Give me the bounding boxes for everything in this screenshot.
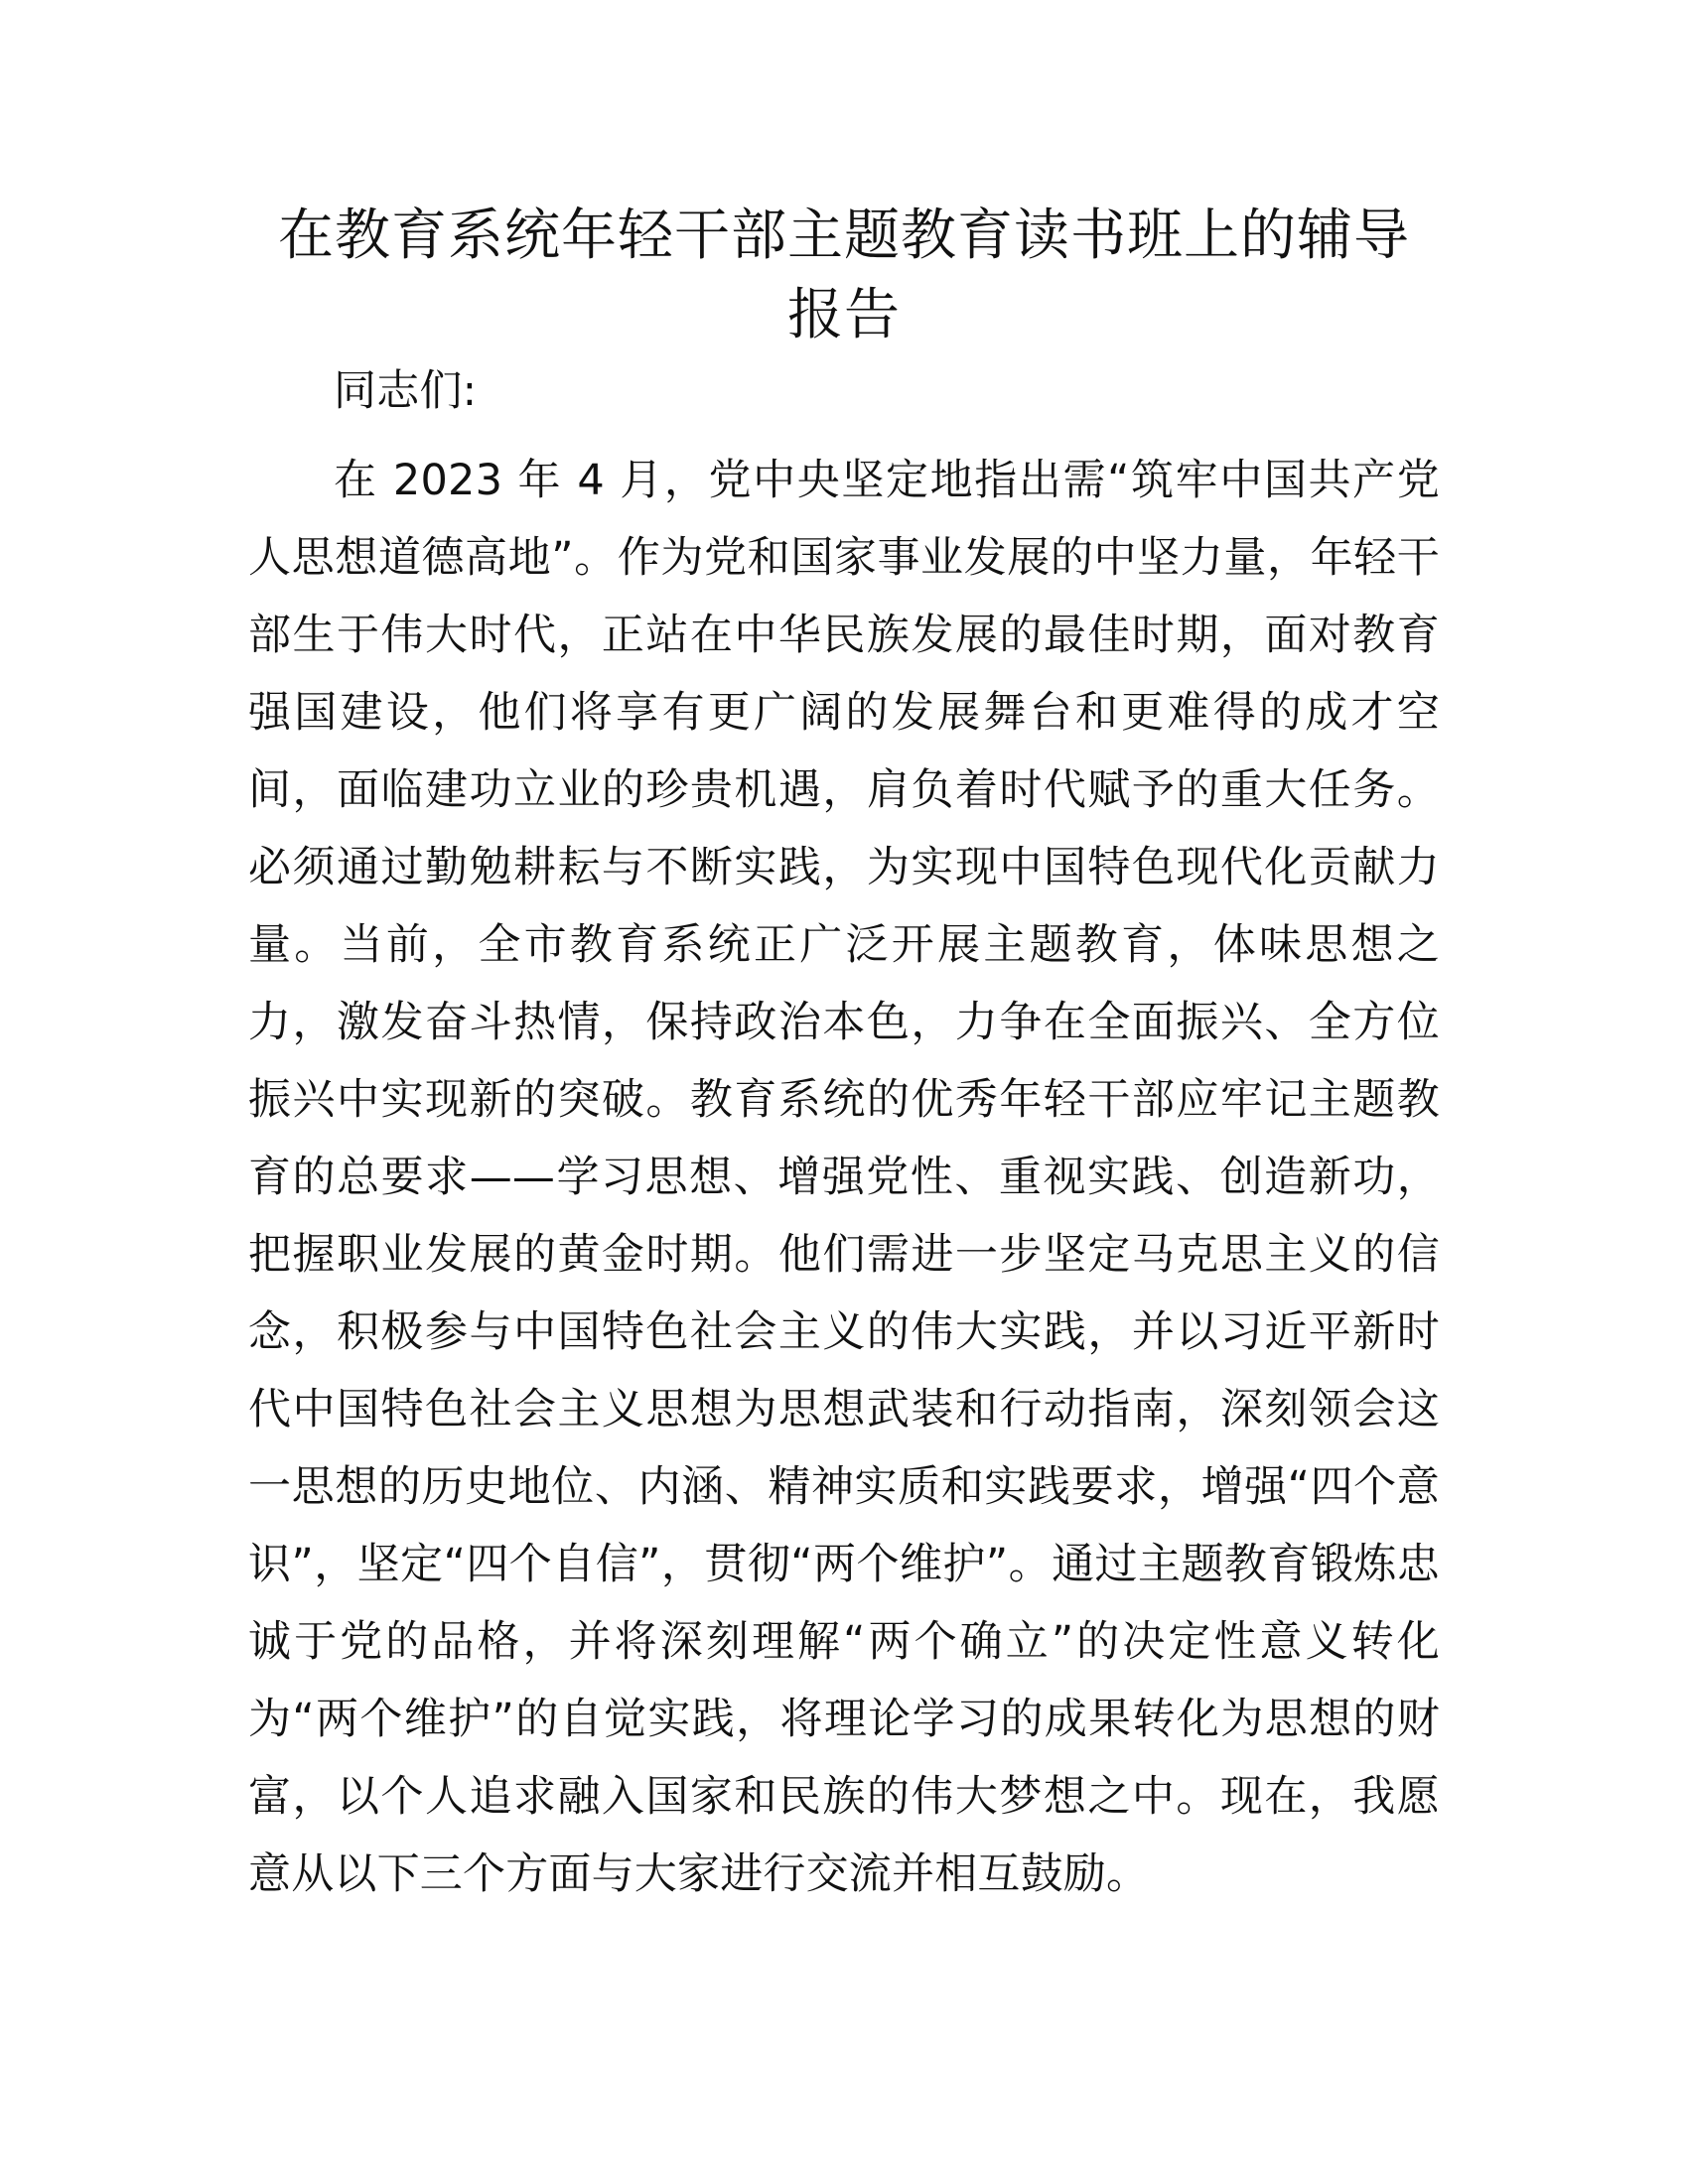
document-title	[238, 197, 1450, 355]
body-paragraph: 在 2023 年 4 月，党中央坚定地指出需“筑牢中国共产党人思想道德高地”。作为党和国家事业发展的中坚力量，年轻干部生于伟大时代，正站在中华民族发展的最佳时期，面对教育强国建设，他们将享有更广阔的发展舞台和更难得的成才空间，面临建功立业的珍贵机遇，肩负着时代赋予的重大任务。必须通过勤勉耕耘与不断实践，为实现中国特色现代化贡献力量。当前，全市教育系统正广泛开展主题教育，体味思想之力，激发奋斗热情，保持政治本色，力争在全面振兴、全方位振兴中实现新的突破。教育系统的优秀年轻干部应牢记主题教育的总要求——学习思想、增强党性、重视实践、创造新功，把握职业发展的黄金时期。他们需进一步坚定马克思主义的信念，积极参与中国特色社会主义的伟大实践，并以习近平新时代中国特色社会主义思想为思想武装和行动指南，深刻领会这一思想的历史地位、内涵、精神实质和实践要求，增强“四个意识”，坚定“四个自信”，贯彻“两个维护”。通过主题教育锻炼忠诚于党的品格，并将深刻理解“两个确立”的决定性意义转化为“两个维护”的自觉实践，将理论学习的成果转化为思想的财富，以个人追求融入国家和民族的伟大梦想之中。现在，我愿意从以下三个方面与大家进行交流并相互鼓励。	[248, 456, 1440, 1899]
title-line-1: 在教育系统年轻干部主题教育读书班上的辅导	[278, 204, 1410, 268]
document-body	[248, 352, 1440, 1913]
title-line-2: 报告	[787, 283, 901, 347]
salutation: 同志们:	[334, 366, 478, 416]
